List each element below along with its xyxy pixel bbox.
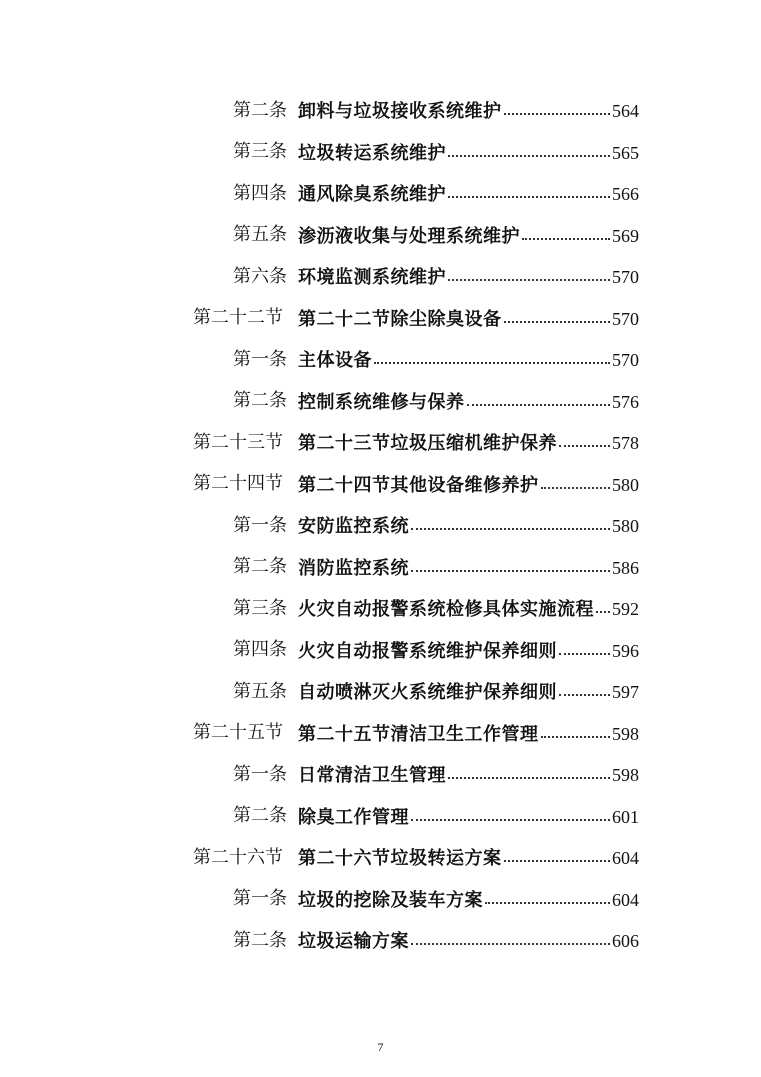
toc-title: 卸料与垃圾接收系统维护	[298, 101, 502, 123]
table-of-contents	[0, 90, 761, 962]
toc-title: 自动喷淋灭火系统维护保养细则	[298, 682, 557, 704]
dot-leader	[448, 264, 610, 281]
toc-page-number: 598	[612, 765, 639, 786]
dot-leader	[411, 928, 610, 945]
toc-row[interactable]	[0, 671, 761, 713]
dot-leader	[559, 679, 610, 696]
toc-title: 环境监测系统维护	[298, 267, 446, 289]
toc-number: 第四条	[233, 639, 287, 661]
toc-page-number: 569	[612, 225, 639, 246]
toc-number: 第五条	[233, 224, 287, 246]
toc-page-number: 565	[612, 142, 639, 163]
toc-row[interactable]	[0, 547, 761, 589]
toc-page-number: 570	[612, 350, 639, 371]
toc-number: 第一条	[233, 763, 287, 785]
toc-number: 第二条	[233, 805, 287, 827]
toc-row[interactable]	[0, 90, 761, 132]
toc-page-number: 566	[612, 184, 639, 205]
dot-leader	[485, 887, 610, 904]
toc-title: 垃圾转运系统维护	[298, 142, 446, 164]
toc-title: 安防监控系统	[298, 516, 409, 538]
toc-title: 主体设备	[298, 350, 372, 372]
toc-title: 日常清洁卫生管理	[298, 765, 446, 787]
toc-title: 通风除臭系统维护	[298, 184, 446, 206]
toc-title: 第二十五节清洁卫生工作管理	[298, 723, 539, 745]
toc-page-number: 570	[612, 267, 639, 288]
toc-row[interactable]	[0, 630, 761, 672]
toc-number: 第二十二节	[193, 307, 283, 329]
toc-title: 除臭工作管理	[298, 806, 409, 828]
dot-leader	[559, 638, 610, 655]
toc-row[interactable]	[0, 505, 761, 547]
toc-title: 第二十二节除尘除臭设备	[298, 308, 502, 330]
page-footer-number: 7	[377, 1040, 384, 1054]
toc-number: 第二十四节	[193, 473, 283, 495]
toc-page-number: 570	[612, 308, 639, 329]
toc-row[interactable]	[0, 588, 761, 630]
toc-row[interactable]	[0, 879, 761, 921]
toc-page-number: 564	[612, 101, 639, 122]
toc-page-number: 604	[612, 848, 639, 869]
toc-number: 第二十五节	[193, 722, 283, 744]
toc-number: 第一条	[233, 348, 287, 370]
toc-title: 火灾自动报警系统检修具体实施流程	[298, 599, 594, 621]
toc-title: 第二十三节垃圾压缩机维护保养	[298, 433, 557, 455]
dot-leader	[504, 845, 611, 862]
toc-page-number: 580	[612, 474, 639, 495]
dot-leader	[522, 223, 610, 240]
toc-number: 第二十三节	[193, 431, 283, 453]
toc-row[interactable]	[0, 713, 761, 755]
toc-page-number: 604	[612, 889, 639, 910]
dot-leader	[448, 140, 610, 157]
dot-leader	[467, 389, 611, 406]
toc-number: 第一条	[233, 514, 287, 536]
toc-row[interactable]	[0, 215, 761, 257]
toc-row[interactable]	[0, 298, 761, 340]
toc-number: 第二条	[233, 556, 287, 578]
toc-row[interactable]	[0, 256, 761, 298]
dot-leader	[448, 181, 610, 198]
toc-number: 第二十六节	[193, 846, 283, 868]
toc-row[interactable]	[0, 173, 761, 215]
dot-leader	[411, 513, 610, 530]
toc-title: 垃圾的挖除及装车方案	[298, 889, 483, 911]
dot-leader	[541, 721, 611, 738]
toc-row[interactable]	[0, 381, 761, 423]
toc-title: 控制系统维修与保养	[298, 391, 465, 413]
dot-leader	[411, 804, 610, 821]
dot-leader	[541, 472, 611, 489]
toc-title: 垃圾运输方案	[298, 931, 409, 953]
toc-number: 第二条	[233, 99, 287, 121]
toc-row[interactable]	[0, 422, 761, 464]
toc-row[interactable]	[0, 754, 761, 796]
dot-leader	[504, 306, 611, 323]
toc-title: 第二十四节其他设备维修养护	[298, 474, 539, 496]
toc-row[interactable]	[0, 339, 761, 381]
toc-title: 渗沥液收集与处理系统维护	[298, 225, 520, 247]
toc-title: 第二十六节垃圾转运方案	[298, 848, 502, 870]
toc-row[interactable]	[0, 796, 761, 838]
toc-page-number: 576	[612, 391, 639, 412]
toc-number: 第六条	[233, 265, 287, 287]
toc-row[interactable]	[0, 920, 761, 962]
toc-number: 第三条	[233, 141, 287, 163]
toc-page-number: 592	[612, 599, 639, 620]
toc-page-number: 597	[612, 682, 639, 703]
toc-page-number: 606	[612, 931, 639, 952]
toc-row[interactable]	[0, 837, 761, 879]
toc-title: 消防监控系统	[298, 557, 409, 579]
toc-page-number: 601	[612, 806, 639, 827]
dot-leader	[596, 596, 610, 613]
toc-page-number: 598	[612, 723, 639, 744]
toc-page-number: 596	[612, 640, 639, 661]
toc-title: 火灾自动报警系统维护保养细则	[298, 640, 557, 662]
toc-number: 第五条	[233, 680, 287, 702]
toc-number: 第二条	[233, 390, 287, 412]
toc-number: 第三条	[233, 597, 287, 619]
dot-leader	[448, 762, 610, 779]
toc-page-number: 580	[612, 516, 639, 537]
toc-number: 第一条	[233, 888, 287, 910]
toc-page-number: 578	[612, 433, 639, 454]
toc-number: 第二条	[233, 929, 287, 951]
dot-leader	[411, 555, 610, 572]
dot-leader	[374, 347, 610, 364]
dot-leader	[504, 98, 611, 115]
toc-page-number: 586	[612, 557, 639, 578]
dot-leader	[559, 430, 610, 447]
toc-row[interactable]	[0, 132, 761, 174]
toc-row[interactable]	[0, 464, 761, 506]
toc-number: 第四条	[233, 182, 287, 204]
